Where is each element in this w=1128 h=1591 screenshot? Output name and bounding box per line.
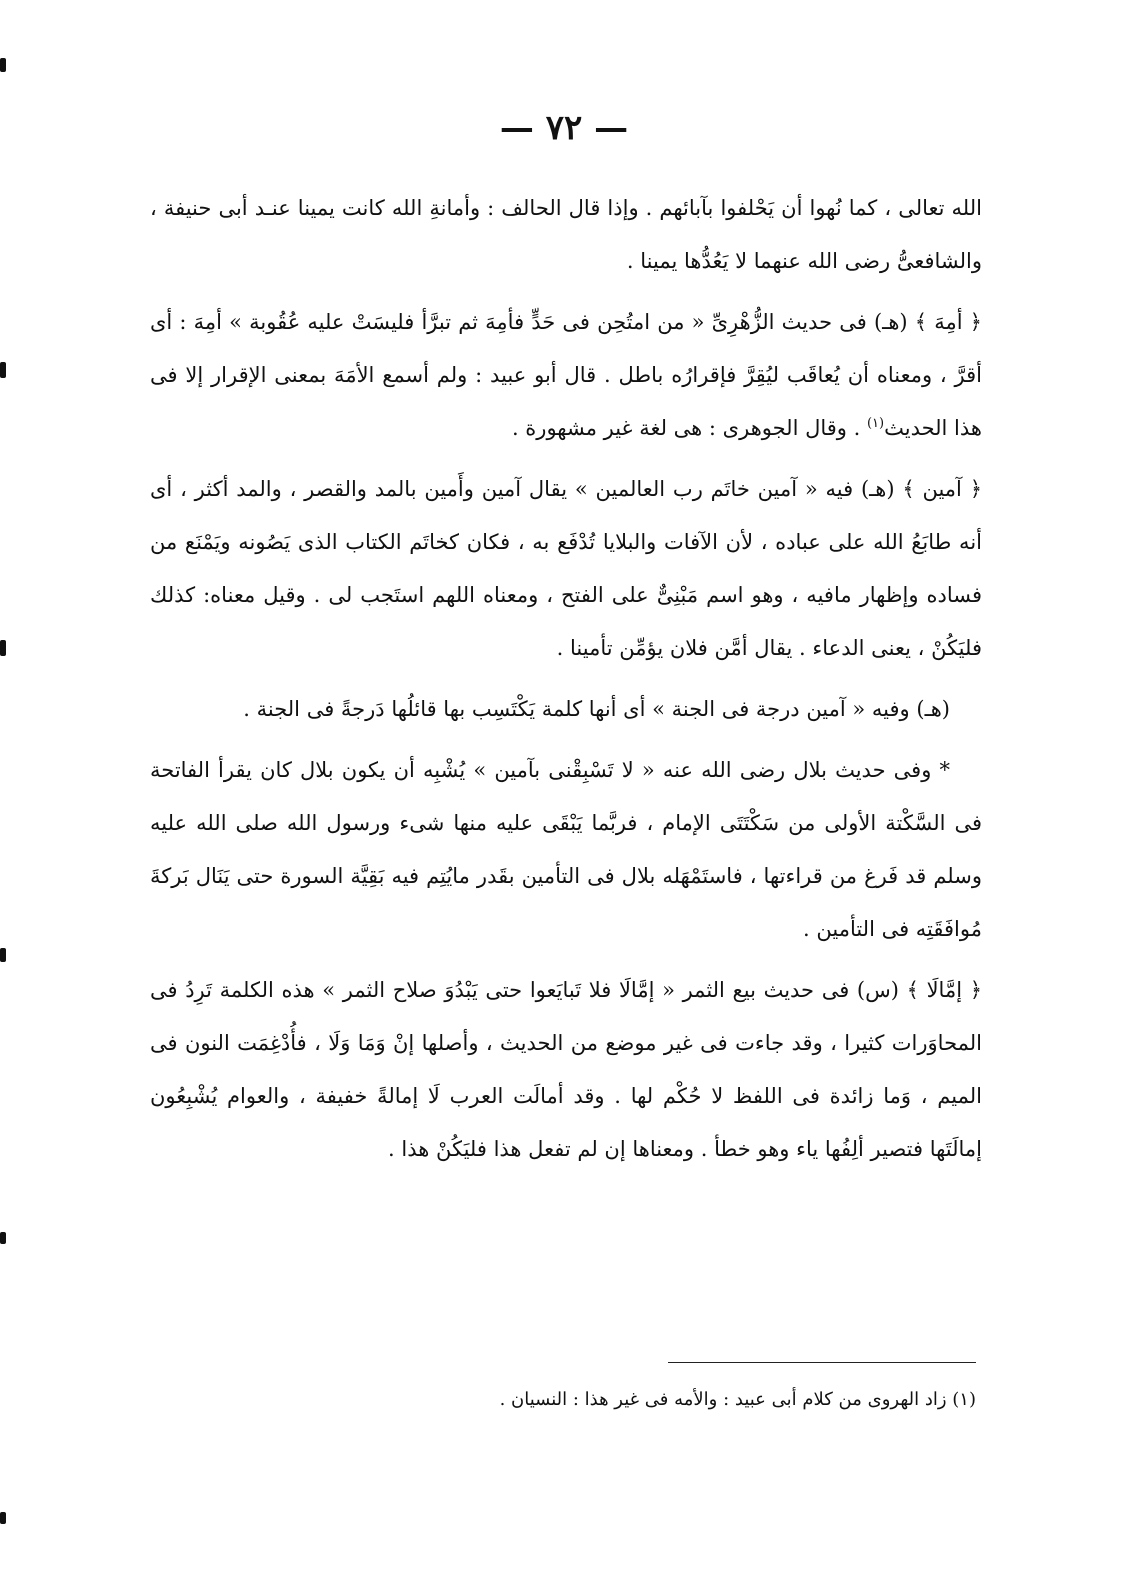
paragraph-entry-amin: ﴿ آمين ﴾ (هـ) فيه « آمين خاتَم رب العالمين » يقال آمين وأَمين بالمد والقصر ، والمد أكثر ، أى أنه طابَعُ الله على عباده ، لأن الآفات والبلايا تُدْفَع به ، فكان كخاتَم الكتاب الذى يَصُونه ويَمْنَع من فساده وإظهار مافيه ، وهو اسم مَبْنِىٌّ على الفتح ، ومعناه اللهم استَجب لى . وقيل معناه: كذلك فليَكُنْ ، يعنى الدعاء . يقال أمَّن فلان يؤمِّن تأمينا . bbox=[150, 477, 982, 660]
page-number: — ٧٢ — bbox=[499, 108, 629, 148]
paragraph-text-tail: . وقال الجوهرى : هى لغة غير مشهورة . bbox=[511, 416, 867, 440]
scan-edge-mark bbox=[0, 1232, 6, 1244]
scan-edge-mark bbox=[0, 58, 6, 72]
scan-edge-mark bbox=[0, 1512, 6, 1524]
paragraph-entry-imma-la: ﴿ إمَّالَا ﴾ (س) فى حديث بيع الثمر « إمَّالَا فلا تَبايَعوا حتى يَبْدُوَ صلاح الثمر » هذه الكلمة تَرِدُ فى المحاوَرات كثيرا ، وقد جاءت فى غير موضع من الحديث ، وأصلها إنْ وَمَا وَلَا ، فأُدْغِمَت النون فى الميم ، وَما زائدة فى اللفظ لا حُكْم لها . وقد أمالَت العرب لَا إمالةً خفيفة ، والعوام يُشْبِعُون إمالَتَها فتصير ألِفُها ياء وهو خطأ . ومعناها إن لم تفعل هذا فليَكُنْ هذا . bbox=[150, 978, 983, 1161]
footnote-divider bbox=[668, 1362, 976, 1363]
main-text bbox=[150, 182, 982, 1184]
scan-edge-mark bbox=[0, 948, 6, 962]
footnote: (١) زاد الهروى من كلام أبى عبيد : والأمه فى غير هذا : النسيان . bbox=[499, 1389, 976, 1410]
scan-edge-mark bbox=[0, 640, 6, 656]
paragraph-bilal-hadith: * وفى حديث بلال رضى الله عنه « لا تَسْبِقْنى بآمين » يُشْبِه أن يكون بلال كان يقرأ الفاتحة فى السَّكْتة الأولى من سَكْتَتَى الإمام ، فربَّما يَبْقَى عليه منها شىء ورسول الله صلى الله عليه وسلم قد فَرغ من قراءتها ، فاستَمْهَله بلال فى التأمين بقَدر مايُتِم فيه بَقِيَّة السورة حتى يَنَال بَركةَ مُوافَقَتِه فى التأمين . bbox=[150, 758, 982, 941]
footnote-reference: (١) bbox=[866, 416, 885, 431]
paragraph-entry-amiha bbox=[150, 296, 982, 455]
paragraph-amin-degree: (هـ) وفيه « آمين درجة فى الجنة » أى أنها كلمة يَكْتَسِب بها قائلُها دَرجةً فى الجنة . bbox=[243, 697, 950, 721]
scan-edge-mark bbox=[0, 362, 6, 378]
paragraph-text: ﴿ أمِهَ ﴾ (هـ) فى حديث الزُّهْرِىِّ « من امتُحِن فى حَدٍّ فأمِهَ ثم تبرَّأ فليسَتْ عليه عُقُوبة » أمِهَ : أى أقرَّ ، ومعناه أن يُعاقَب ليُقِرَّ فإقرارُه باطل . قال أبو عبيد : ولم أسمع الأمَهَ بمعنى الإقرار إلا فى هذا الحديث bbox=[150, 310, 982, 440]
paragraph-continuation: الله تعالى ، كما نُهوا أن يَحْلفوا بآبائهم . وإذا قال الحالف : وأمانةِ الله كانت يمينا عنـد أبى حنيفة ، والشافعىُّ رضى الله عنهما لا يَعُدُّها يمينا . bbox=[150, 196, 982, 273]
